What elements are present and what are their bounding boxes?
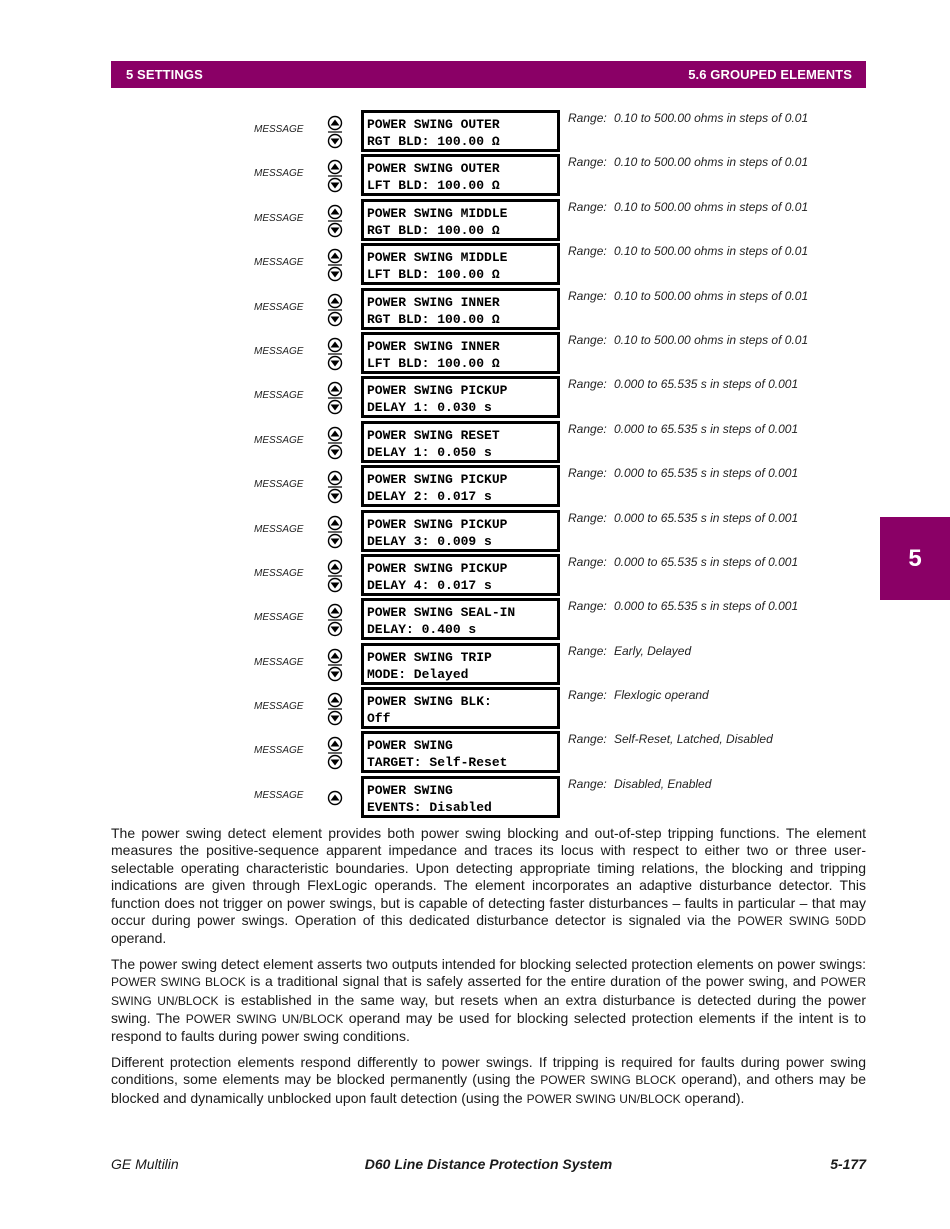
display-line-1: POWER SWING INNER bbox=[367, 338, 500, 354]
setting-row bbox=[0, 110, 950, 154]
scroll-up-down-icon bbox=[327, 293, 343, 327]
range-label: Range: bbox=[568, 421, 607, 436]
display-line-2: LFT BLD: 100.00 Ω bbox=[367, 355, 500, 371]
setting-row bbox=[0, 598, 950, 642]
range-text bbox=[568, 732, 773, 746]
display-line-2: EVENTS: Disabled bbox=[367, 799, 492, 815]
scroll-up-down-icon bbox=[327, 337, 343, 371]
setting-row bbox=[0, 421, 950, 465]
paragraph bbox=[111, 825, 866, 948]
range-label: Range: bbox=[568, 332, 607, 347]
scroll-up-down-icon bbox=[327, 736, 343, 770]
scroll-up-down-icon bbox=[327, 204, 343, 238]
range-label: Range: bbox=[568, 155, 607, 170]
display-message-box bbox=[361, 776, 560, 818]
range-label: Range: bbox=[568, 688, 607, 703]
setting-row bbox=[0, 154, 950, 198]
range-value: 0.10 to 500.00 ohms in steps of 0.01 bbox=[614, 199, 809, 214]
range-text bbox=[568, 111, 808, 125]
range-value: Flexlogic operand bbox=[614, 688, 709, 703]
operand-name: POWER SWING UN/BLOCK bbox=[185, 1012, 344, 1027]
range-text bbox=[568, 377, 798, 391]
operand-name: POWER SWING BLOCK bbox=[111, 975, 246, 990]
display-line-1: POWER SWING bbox=[367, 782, 453, 798]
display-message-box bbox=[361, 332, 560, 374]
paragraph-text: The power swing detect element provides both power swing blocking and out-of-step tripping functions. The element measures the positive-sequence apparent impedance and traces its locus with respect to either two or three user-selectable operating characteristic boundaries. Upon detecting appropriate timing relations, the blocking and tripping indications are given through FlexLogic operands. The element incorporates an adaptive disturbance detector. This function does not trigger on power swings, but is capable of detecting faster disturbances – faults in particular – that may occur during power swings. Operation of this dedicated disturbance detector is signaled via the bbox=[111, 825, 866, 929]
message-label: MESSAGE bbox=[254, 124, 304, 135]
range-value: 0.000 to 65.535 s in steps of 0.001 bbox=[614, 377, 799, 392]
display-message-box bbox=[361, 643, 560, 685]
display-line-2: LFT BLD: 100.00 Ω bbox=[367, 267, 500, 283]
range-label: Range: bbox=[568, 643, 607, 658]
setting-row bbox=[0, 243, 950, 287]
scroll-up-down-icon bbox=[327, 159, 343, 193]
range-label: Range: bbox=[568, 244, 607, 259]
display-line-2: DELAY 1: 0.050 s bbox=[367, 444, 492, 460]
page-footer bbox=[111, 1156, 866, 1174]
display-line-1: POWER SWING MIDDLE bbox=[367, 205, 508, 221]
message-label: MESSAGE bbox=[254, 390, 304, 402]
display-message-box bbox=[361, 421, 560, 463]
range-label: Range: bbox=[568, 732, 607, 747]
setting-row bbox=[0, 776, 950, 820]
message-label: MESSAGE bbox=[254, 701, 304, 713]
operand-name: POWER SWING UN/BLOCK bbox=[526, 1091, 681, 1106]
display-message-box bbox=[361, 154, 560, 196]
paragraph bbox=[111, 1054, 866, 1108]
setting-row bbox=[0, 376, 950, 420]
range-text bbox=[568, 155, 808, 169]
display-line-2: TARGET: Self-Reset bbox=[367, 755, 508, 771]
range-value: 0.000 to 65.535 s in steps of 0.001 bbox=[614, 554, 799, 569]
message-label: MESSAGE bbox=[254, 612, 304, 624]
display-line-2: RGT BLD: 100.00 Ω bbox=[367, 134, 500, 149]
message-label: MESSAGE bbox=[254, 745, 304, 757]
display-line-1: POWER SWING PICKUP bbox=[367, 560, 508, 576]
display-message-box bbox=[361, 554, 560, 596]
setting-row bbox=[0, 554, 950, 598]
paragraph-text: is established in the same way, but resets when an extra disturbance is detected during the power swing. The bbox=[111, 991, 866, 1027]
display-line-1: POWER SWING RESET bbox=[367, 427, 500, 443]
scroll-up-icon bbox=[327, 781, 343, 815]
display-line-1: POWER SWING SEAL-IN bbox=[367, 605, 516, 621]
paragraph-text: operand), and others may be blocked and dynamically unblocked upon fault detection (using the bbox=[111, 1071, 866, 1106]
message-label: MESSAGE bbox=[254, 567, 304, 579]
display-line-2: DELAY 3: 0.009 s bbox=[367, 533, 492, 549]
display-line-1: POWER SWING OUTER bbox=[367, 161, 500, 177]
range-text bbox=[568, 688, 709, 702]
footer-product: D60 Line Distance Protection System bbox=[364, 1156, 613, 1172]
display-line-2: DELAY: 0.400 s bbox=[367, 622, 477, 638]
range-label: Range: bbox=[568, 554, 607, 569]
display-line-2: LFT BLD: 100.00 Ω bbox=[367, 178, 500, 194]
display-line-1: POWER SWING bbox=[367, 738, 453, 754]
display-message-box bbox=[361, 199, 560, 241]
range-label: Range: bbox=[568, 466, 607, 481]
settings-message-list bbox=[0, 110, 950, 820]
range-value: 0.10 to 500.00 ohms in steps of 0.01 bbox=[614, 244, 809, 259]
display-line-1: POWER SWING INNER bbox=[367, 294, 500, 310]
range-value: 0.10 to 500.00 ohms in steps of 0.01 bbox=[614, 288, 809, 303]
range-text bbox=[568, 599, 798, 613]
scroll-up-down-icon bbox=[327, 470, 343, 504]
display-line-1: POWER SWING PICKUP bbox=[367, 516, 508, 532]
operand-name: POWER SWING 50DD bbox=[737, 914, 866, 929]
display-line-1: POWER SWING OUTER bbox=[367, 117, 500, 132]
paragraph-text: is a traditional signal that is safely asserted for the entire duration of the power swing, and bbox=[245, 973, 821, 990]
footer-company: GE Multilin bbox=[111, 1156, 179, 1172]
chapter-title: 5 SETTINGS bbox=[126, 67, 203, 82]
display-message-box bbox=[361, 376, 560, 418]
range-value: Disabled, Enabled bbox=[614, 776, 712, 791]
setting-row bbox=[0, 643, 950, 687]
message-label: MESSAGE bbox=[254, 789, 304, 801]
operand-name: POWER SWING UN/BLOCK bbox=[111, 975, 866, 1008]
display-message-box bbox=[361, 110, 560, 152]
setting-row bbox=[0, 199, 950, 243]
display-line-1: POWER SWING PICKUP bbox=[367, 472, 508, 488]
display-line-1: POWER SWING MIDDLE bbox=[367, 250, 508, 266]
range-label: Range: bbox=[568, 377, 607, 392]
scroll-up-down-icon bbox=[327, 248, 343, 282]
display-line-2: RGT BLD: 100.00 Ω bbox=[367, 311, 500, 327]
paragraph-text: The power swing detect element asserts two outputs intended for blocking selected protection elements on power swings: bbox=[111, 955, 866, 972]
range-text bbox=[568, 244, 808, 258]
display-line-1: POWER SWING BLK: bbox=[367, 694, 492, 710]
range-value: 0.000 to 65.535 s in steps of 0.001 bbox=[614, 421, 799, 436]
range-label: Range: bbox=[568, 111, 607, 125]
paragraph-text: operand may be used for blocking selected protection elements if the intent is to respond to faults during power swing conditions. bbox=[111, 1010, 866, 1045]
display-line-2: Off bbox=[367, 711, 391, 727]
range-text bbox=[568, 644, 691, 658]
scroll-up-down-icon bbox=[327, 692, 343, 726]
display-line-2: DELAY 1: 0.030 s bbox=[367, 400, 492, 416]
scroll-up-down-icon bbox=[327, 603, 343, 637]
range-text bbox=[568, 289, 808, 303]
paragraph-text: operand). bbox=[680, 1089, 745, 1106]
display-line-1: POWER SWING TRIP bbox=[367, 649, 492, 665]
display-message-box bbox=[361, 731, 560, 773]
range-text bbox=[568, 422, 798, 436]
message-label: MESSAGE bbox=[254, 523, 304, 535]
range-text bbox=[568, 333, 808, 347]
operand-name: POWER SWING BLOCK bbox=[540, 1073, 677, 1088]
setting-row bbox=[0, 687, 950, 731]
range-text bbox=[568, 777, 711, 791]
message-label: MESSAGE bbox=[254, 345, 304, 357]
message-label: MESSAGE bbox=[254, 656, 304, 668]
range-label: Range: bbox=[568, 199, 607, 214]
display-message-box bbox=[361, 510, 560, 552]
setting-row bbox=[0, 465, 950, 509]
range-value: 0.000 to 65.535 s in steps of 0.001 bbox=[614, 510, 799, 525]
section-header bbox=[111, 61, 866, 88]
page-number: 5-177 bbox=[830, 1156, 866, 1172]
display-message-box bbox=[361, 598, 560, 640]
range-label: Range: bbox=[568, 599, 607, 614]
range-label: Range: bbox=[568, 288, 607, 303]
range-value: 0.10 to 500.00 ohms in steps of 0.01 bbox=[614, 332, 809, 347]
range-text bbox=[568, 466, 798, 480]
message-label: MESSAGE bbox=[254, 168, 304, 180]
display-message-box bbox=[361, 465, 560, 507]
setting-row bbox=[0, 332, 950, 376]
message-label: MESSAGE bbox=[254, 434, 304, 446]
paragraph-text: Different protection elements respond differently to power swings. If tripping is required for faults during power swing conditions, some elements may be blocked permanently (using the bbox=[111, 1053, 866, 1088]
display-message-box bbox=[361, 288, 560, 330]
range-value: 0.10 to 500.00 ohms in steps of 0.01 bbox=[614, 111, 809, 125]
display-message-box bbox=[361, 687, 560, 729]
range-text bbox=[568, 200, 808, 214]
paragraph-text: operand. bbox=[111, 930, 167, 947]
chapter-tab: 5 bbox=[880, 517, 950, 600]
scroll-up-down-icon bbox=[327, 515, 343, 549]
scroll-up-down-icon bbox=[327, 648, 343, 682]
display-line-2: DELAY 4: 0.017 s bbox=[367, 577, 492, 593]
range-value: Self-Reset, Latched, Disabled bbox=[614, 732, 773, 747]
message-label: MESSAGE bbox=[254, 301, 304, 313]
range-text bbox=[568, 511, 798, 525]
scroll-up-down-icon bbox=[327, 115, 343, 149]
display-line-2: DELAY 2: 0.017 s bbox=[367, 489, 492, 505]
range-value: 0.000 to 65.535 s in steps of 0.001 bbox=[614, 466, 799, 481]
message-label: MESSAGE bbox=[254, 212, 304, 224]
range-value: Early, Delayed bbox=[614, 643, 692, 658]
section-title: 5.6 GROUPED ELEMENTS bbox=[688, 67, 852, 82]
range-label: Range: bbox=[568, 510, 607, 525]
scroll-up-down-icon bbox=[327, 559, 343, 593]
scroll-up-down-icon bbox=[327, 381, 343, 415]
setting-row bbox=[0, 510, 950, 554]
display-line-2: MODE: Delayed bbox=[367, 666, 469, 682]
display-line-2: RGT BLD: 100.00 Ω bbox=[367, 222, 500, 238]
paragraph bbox=[111, 956, 866, 1046]
setting-row bbox=[0, 731, 950, 775]
range-label: Range: bbox=[568, 776, 607, 791]
scroll-up-down-icon bbox=[327, 426, 343, 460]
setting-row bbox=[0, 288, 950, 332]
display-line-1: POWER SWING PICKUP bbox=[367, 383, 508, 399]
range-value: 0.10 to 500.00 ohms in steps of 0.01 bbox=[614, 155, 809, 170]
range-value: 0.000 to 65.535 s in steps of 0.001 bbox=[614, 599, 799, 614]
range-text bbox=[568, 555, 798, 569]
message-label: MESSAGE bbox=[254, 257, 304, 269]
message-label: MESSAGE bbox=[254, 479, 304, 491]
display-message-box bbox=[361, 243, 560, 285]
body-text bbox=[111, 825, 866, 1116]
